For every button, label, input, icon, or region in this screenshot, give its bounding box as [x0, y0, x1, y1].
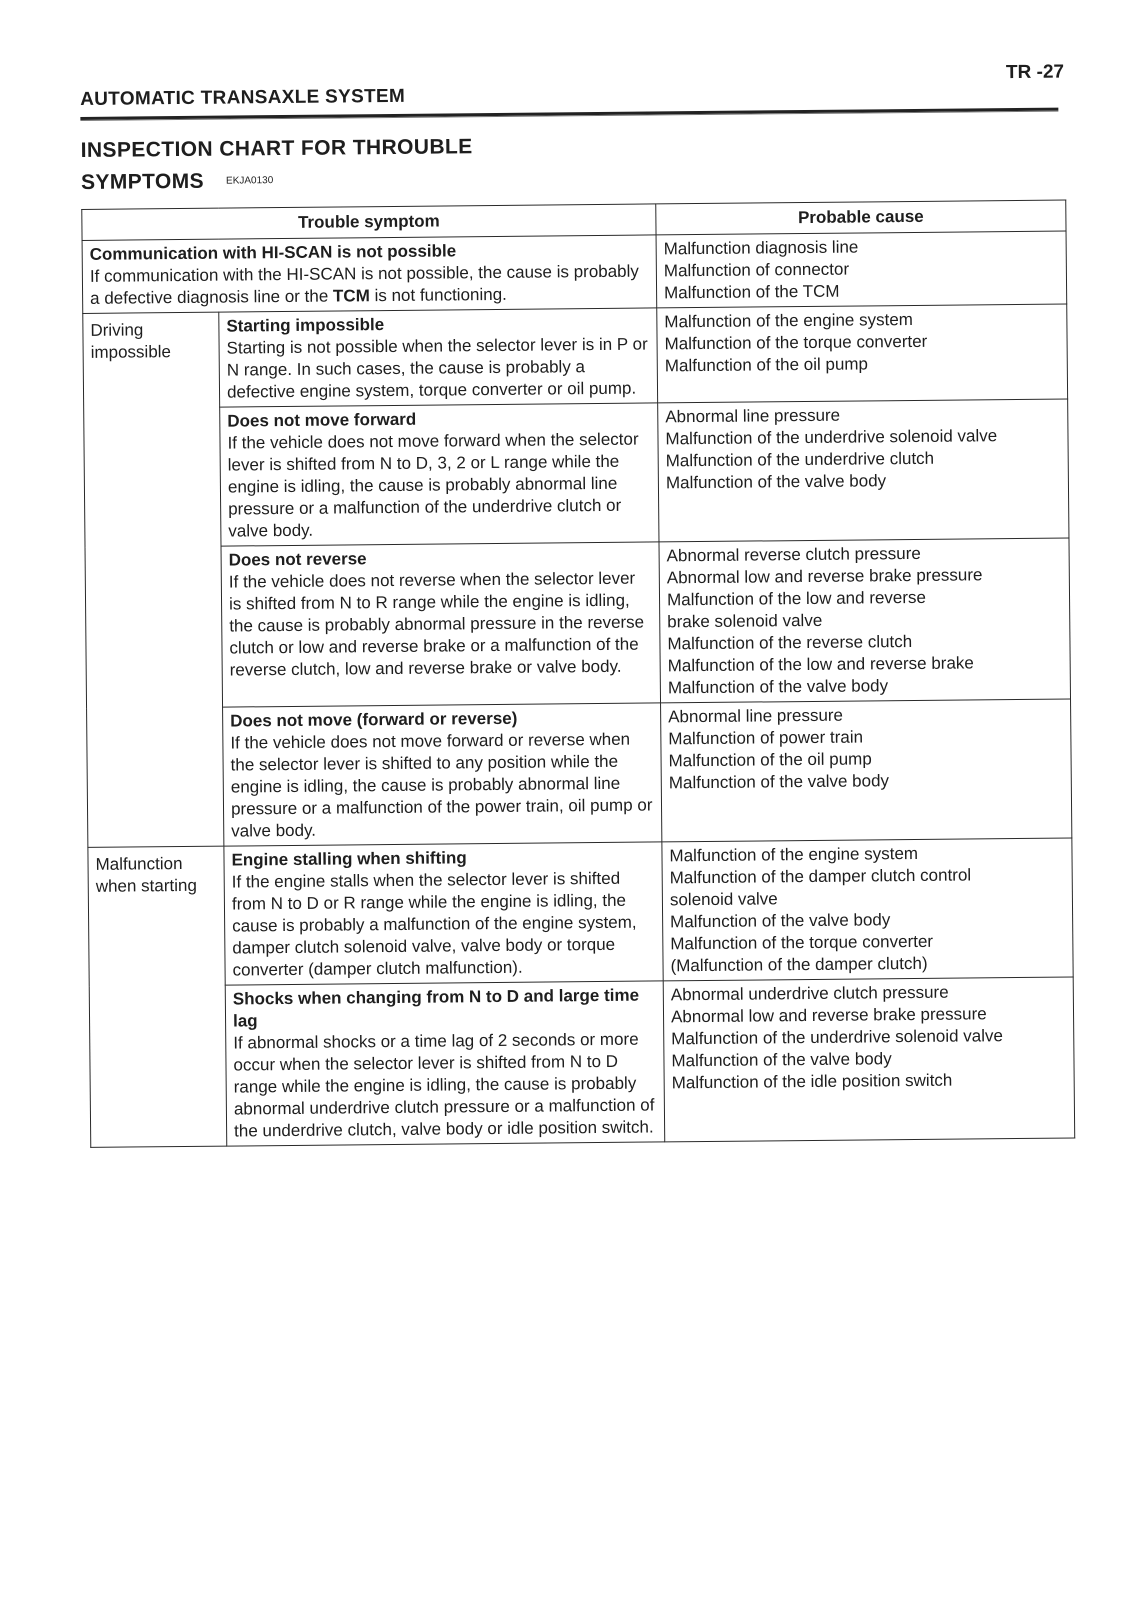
cause-item: Malfunction of the low and reverse brake: [667, 653, 974, 676]
cause-item: Malfunction of the underdrive solenoid valve: [671, 1026, 1004, 1049]
cause-item: Malfunction of the reverse clutch: [667, 632, 913, 654]
category-malfunction-when-starting: Malfunction when starting: [88, 846, 227, 1147]
symptom-cell: [225, 981, 665, 1146]
symptom-title: Starting impossible: [226, 315, 385, 336]
title-line-1: INSPECTION CHART FOR THROUBLE: [80, 135, 473, 162]
document-code: EKJA0130: [225, 175, 274, 188]
symptom-title: Shocks when changing from N to D and large time lag: [232, 985, 640, 1031]
cause-item: Malfunction of the oil pump: [664, 354, 869, 376]
document-title: [81, 130, 582, 199]
cause-cell: [661, 699, 1072, 842]
table-row: [87, 699, 1072, 847]
table-row: [88, 838, 1073, 986]
symptom-cell: [224, 842, 663, 985]
cause-cell: [663, 977, 1075, 1142]
desc-bold-tcm: TCM: [332, 286, 370, 306]
cause-item: Abnormal line pressure: [665, 405, 841, 427]
table-row: [82, 231, 1067, 313]
header-rule: [80, 108, 1058, 121]
header-trouble-symptom: Trouble symptom: [82, 204, 656, 241]
cause-item: (Malfunction of the damper clutch): [670, 953, 928, 976]
cause-item: Abnormal line pressure: [668, 705, 844, 727]
symptom-title: Does not reverse: [228, 549, 367, 570]
symptom-cell: [223, 703, 662, 846]
symptom-description: If the engine stalls when the selector lever is shifted from N to D or R range while the engine is idling, the cause is probably a malfunction of the engine system, damper clutch solenoid valve, valve body or torque converter (damper clutch malfunction).: [231, 868, 637, 980]
cause-item: Abnormal low and reverse brake pressure: [670, 1004, 987, 1027]
cause-item: Malfunction of the low and reverse: [666, 587, 927, 610]
cause-item: Malfunction of the valve body: [671, 1049, 892, 1071]
cause-cell: [662, 838, 1073, 981]
symptom-description: Starting is not possible when the selector lever is in P or N range. In such cases, the cause is probably a defective engine system, torque converter or oil pump.: [226, 334, 648, 402]
header-probable-cause: Probable cause: [656, 200, 1066, 235]
cause-item: brake solenoid valve: [667, 610, 823, 632]
category-driving-impossible: Driving impossible: [83, 312, 224, 847]
cause-item: Malfunction of the engine system: [669, 843, 919, 866]
desc-part-a: If communication with the HI-SCAN is not possible, the cause is probably a defective diagnosis line or the: [89, 261, 639, 308]
cause-item: Malfunction of the torque converter: [670, 931, 934, 954]
page-number: TR -27: [1005, 61, 1065, 84]
cause-cell: [658, 399, 1069, 542]
cause-item: Malfunction of the TCM: [664, 281, 840, 303]
cause-item: Malfunction of power train: [668, 727, 864, 749]
cause-item: Malfunction of the valve body: [668, 771, 890, 793]
table-row: [89, 977, 1075, 1147]
table-row: [84, 399, 1069, 547]
desc-part-b: is not functioning.: [369, 284, 507, 306]
cause-item: Malfunction diagnosis line: [663, 237, 859, 259]
table-row: [83, 304, 1068, 408]
cause-item: Malfunction of the torque converter: [664, 331, 928, 354]
cause-item: solenoid valve: [669, 889, 778, 910]
cause-item: Malfunction of the valve body: [665, 471, 887, 493]
cause-item: Malfunction of the oil pump: [668, 749, 872, 771]
symptom-cell: [219, 308, 658, 407]
symptom-title: Does not move (forward or reverse): [230, 708, 518, 731]
cause-item: Abnormal underdrive clutch pressure: [670, 982, 949, 1005]
cause-item: Malfunction of connector: [663, 259, 850, 281]
cause-item: Malfunction of the idle position switch: [671, 1070, 953, 1093]
symptom-title: Engine stalling when shifting: [231, 848, 467, 870]
symptom-title: Communication with HI-SCAN is not possible: [89, 241, 457, 264]
title-line-2: [81, 162, 581, 199]
cause-cell: [656, 231, 1067, 308]
inspection-chart: [81, 200, 1075, 1148]
cause-cell: [657, 304, 1068, 403]
symptom-description: If the vehicle does not move forward when the selector lever is shifted from N to D, 3, 2 or L range while the engine is idling, the cause is probably abnormal line pressure or a malfunction of the underdrive clutch or valve body.: [227, 429, 639, 541]
cause-item: Malfunction of the valve body: [667, 676, 889, 698]
cause-item: Malfunction of the engine system: [664, 309, 913, 332]
cause-item: Abnormal low and reverse brake pressure: [666, 565, 983, 588]
title-line-2-text: SYMPTOMS: [80, 169, 205, 194]
cause-cell: [659, 538, 1071, 703]
symptom-description: If the vehicle does not reverse when the selector lever is shifted from N to R range while the engine is idling, the cause is probably abnormal pressure in the reverse clutch or low and reverse brake or a malfunction of the reverse clutch, low and reverse brake or valve body.: [228, 568, 645, 680]
section-title: AUTOMATIC TRANSAXLE SYSTEM: [80, 85, 406, 110]
cause-item: Malfunction of the underdrive solenoid valve: [665, 426, 998, 449]
symptom-cell: [82, 235, 657, 314]
symptom-cell: [221, 542, 661, 707]
symptom-title: Does not move forward: [227, 409, 417, 431]
cause-item: Abnormal reverse clutch pressure: [666, 543, 921, 566]
cause-item: Malfunction of the valve body: [670, 910, 891, 932]
symptom-description: If abnormal shocks or a time lag of 2 seconds or more occur when the selector lever is shifted from N to D range while the engine is idling, the cause is probably abnormal underdrive clutch pressure or a malfunction of the underdrive clutch, valve body or idle position switch.: [233, 1029, 655, 1141]
table-row: [85, 538, 1071, 708]
symptom-description: If the vehicle does not move forward or reverse when the selector lever is shifted to any position while the engine is idling, the cause is probably abnormal line pressure or a malfunction of the power train, oil pump or valve body.: [230, 729, 653, 841]
cause-item: Malfunction of the underdrive clutch: [665, 448, 935, 471]
symptom-cell: [220, 403, 659, 546]
cause-item: Malfunction of the damper clutch control: [669, 865, 972, 888]
symptom-description: [90, 261, 649, 310]
